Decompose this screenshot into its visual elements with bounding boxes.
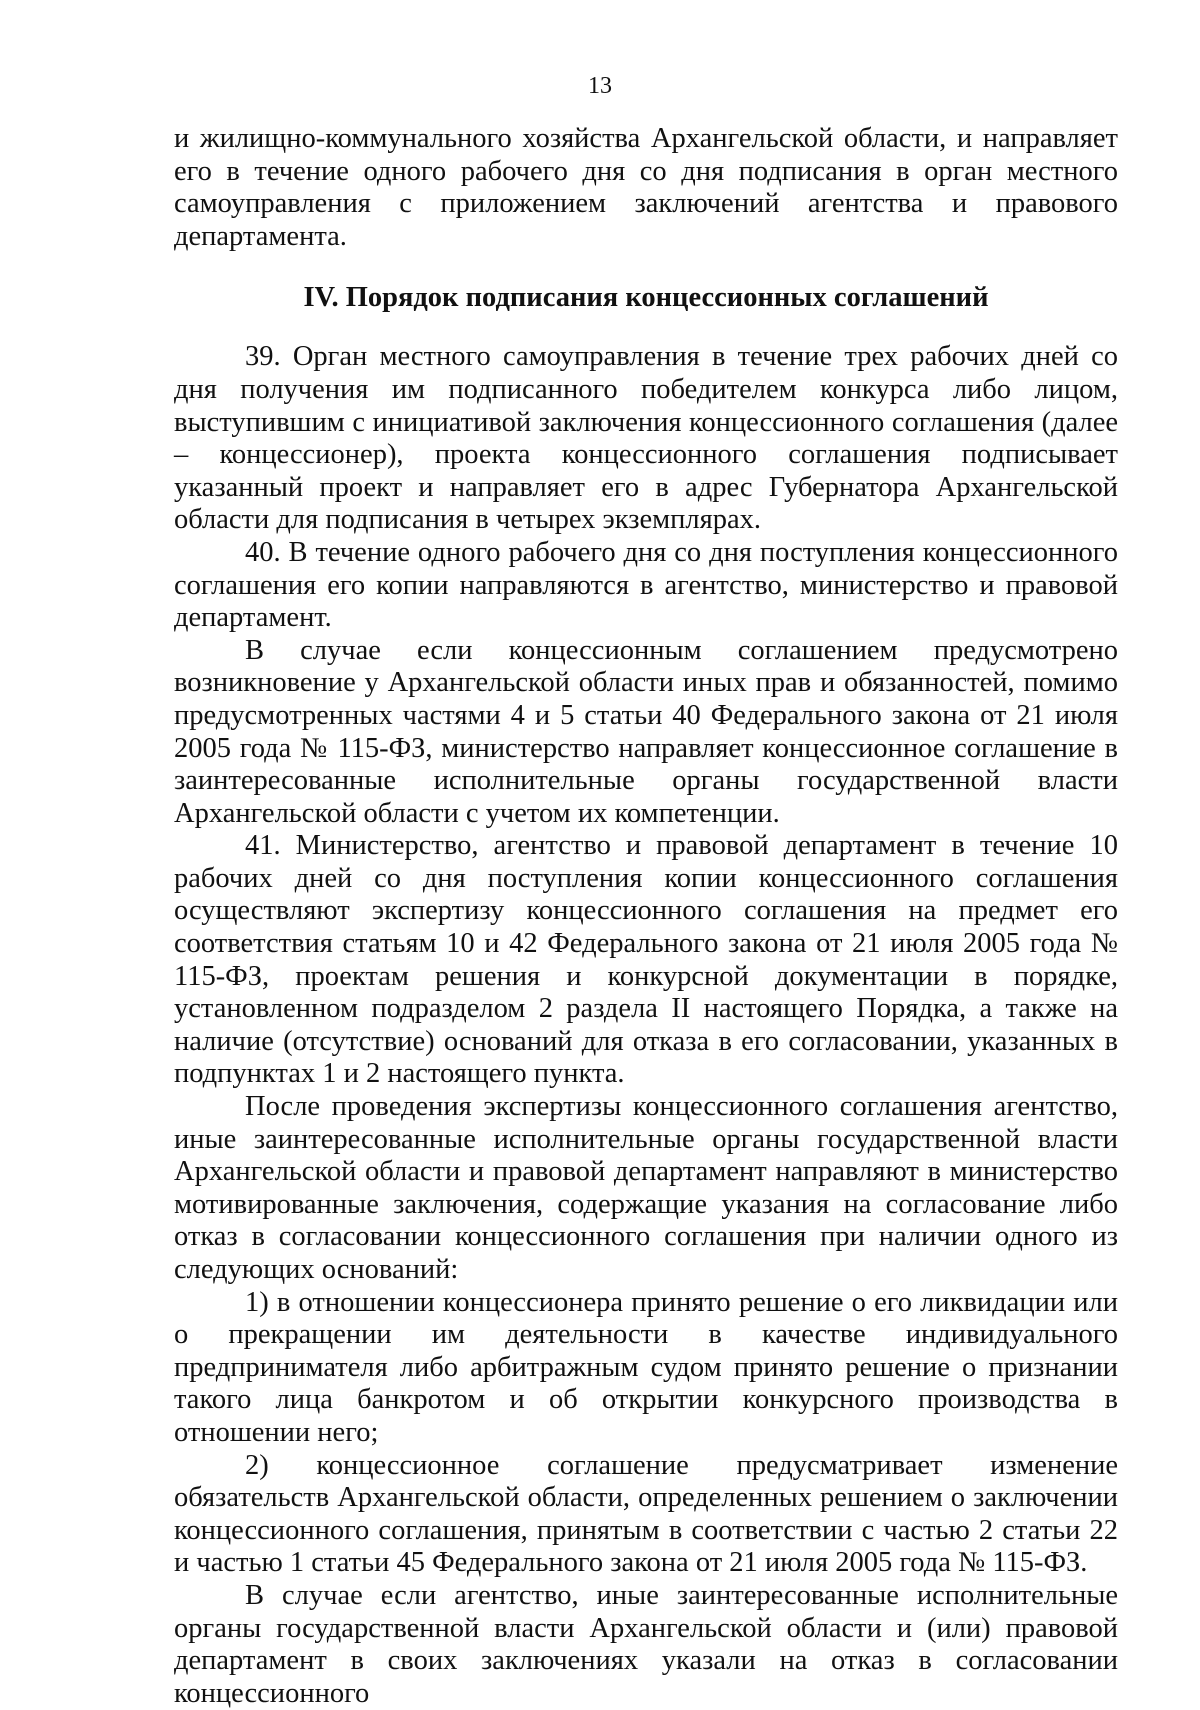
paragraph-41: 41. Министерство, агентство и правовой департамент в течение 10 рабочих дней со дня поступления копии концессионного соглашения осуществляют экспертизу концессионного соглашения на предмет его соответствия статьям 10 и 42 Федерального закона от 21 июля 2005 года № 115-ФЗ, проектам решения и конкурсной документации в порядке, установленном подразделом 2 раздела II настоящего Порядка, а также на наличие (отсутствие) оснований для отказа в его согласовании, указанных в подпунктах 1 и 2 настоящего пункта. [174,830,1118,1090]
document-body [174,123,1118,1710]
continuation-paragraph: и жилищно-коммунального хозяйства Архангельской области, и направляет его в течение одного рабочего дня со дня подписания в орган местного самоуправления с приложением заключений агентства и правового департамента. [174,123,1118,252]
list-item-2: 2) концессионное соглашение предусматривает изменение обязательств Архангельской области, определенных решением о заключении концессионного соглашения, принятым в соответствии с частью 2 статьи 22 и частью 1 статьи 45 Федерального закона от 21 июля 2005 года № 115-ФЗ. [174,1449,1118,1579]
paragraph-refusal-case: В случае если агентство, иные заинтересованные исполнительные органы государственной власти Архангельской области и (или) правовой департамент в своих заключениях указали на отказ в согласовании концессионного [174,1579,1118,1709]
paragraph-40: 40. В течение одного рабочего дня со дня поступления концессионного соглашения его копии направляются в агентство, министерство и правовой департамент. [174,536,1118,634]
paragraph-40-case: В случае если концессионным соглашением предусмотрено возникновение у Архангельской области иных прав и обязанностей, помимо предусмотренных частями 4 и 5 статьи 40 Федерального закона от 21 июля 2005 года № 115-ФЗ, министерство направляет концессионное соглашение в заинтересованные исполнительные органы государственной власти Архангельской области с учетом их компетенции. [174,634,1118,829]
page-number: 13 [588,73,612,99]
paragraph-41-after-expertise: После проведения экспертизы концессионного соглашения агентство, иные заинтересованные исполнительные органы государственной власти Архангельской области и правовой департамент направляют в министерство мотивированные заключения, содержащие указания на согласование либо отказ в согласовании концессионного соглашения при наличии одного из следующих оснований: [174,1091,1118,1285]
section-heading: IV. Порядок подписания концессионных соглашений [303,282,989,314]
list-item-1: 1) в отношении концессионера принято решение о его ликвидации или о прекращении им деятельности в качестве индивидуального предпринимателя либо арбитражным судом принято решение о признании такого лица банкротом и об открытии конкурсного производства в отношении него; [174,1286,1118,1448]
paragraph-39: 39. Орган местного самоуправления в течение трех рабочих дней со дня получения им подписанного победителем конкурса либо лицом, выступившим с инициативой заключения концессионного соглашения (далее – концессионер), проекта концессионного соглашения подписывает указанный проект и направляет его в адрес Губернатора Архангельской области для подписания в четырех экземплярах. [174,341,1118,536]
